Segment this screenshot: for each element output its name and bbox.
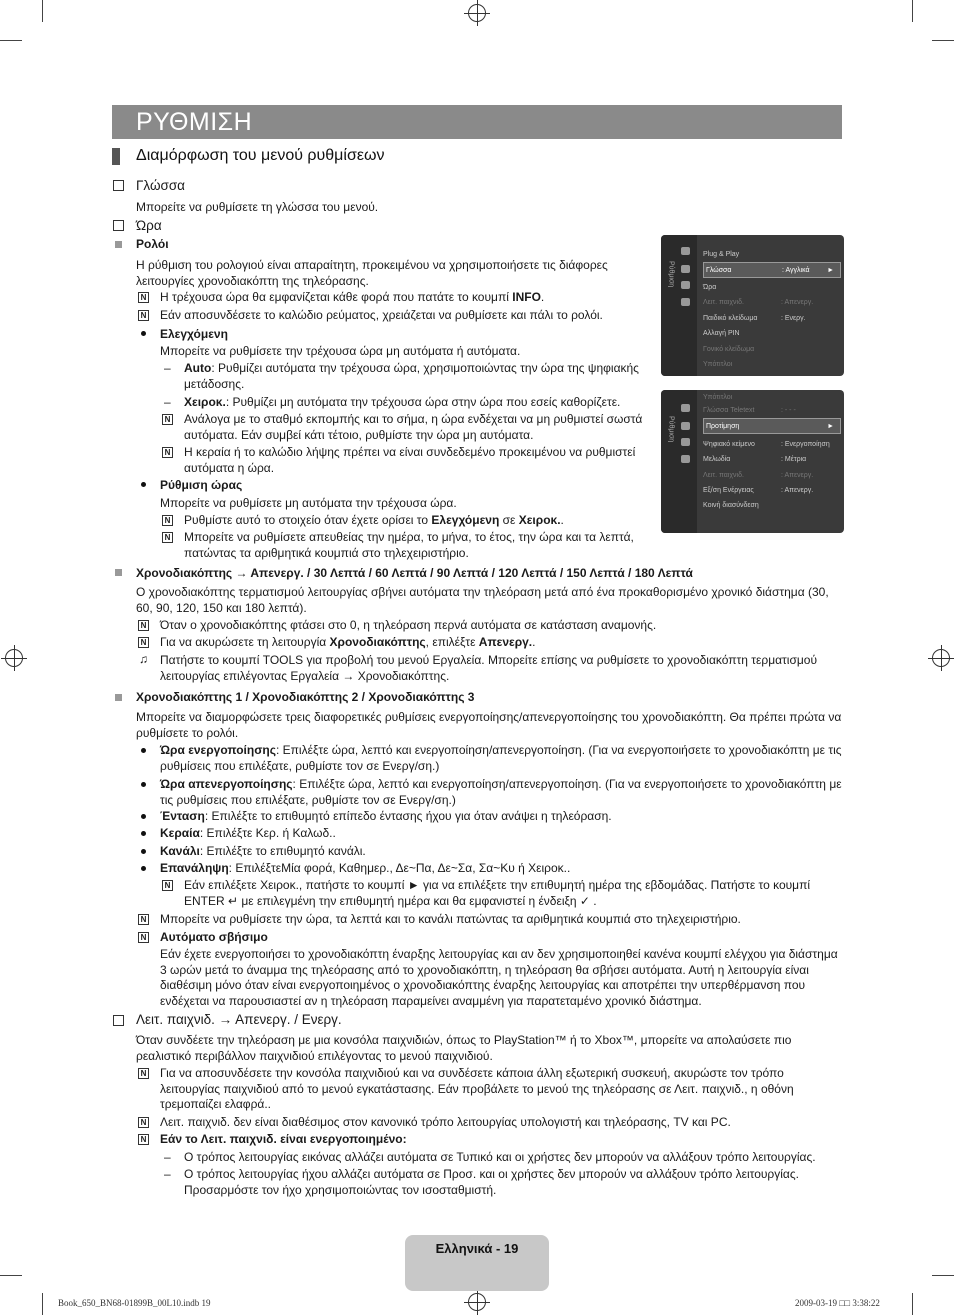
crop-mark	[42, 1293, 43, 1315]
on-time-item: Ώρα ενεργοποίησης: Επιλέξτε ώρα, λεπτό και ενεργοποίηση/απενεργοποίηση. (Για να ενεργοποιήσετε το χρονοδιακόπτη με τις ρυθμίσεις που επιλέξατε, ρυθμίστε τον σε Ενεργ/ση.)	[160, 743, 842, 773]
picture-icon	[681, 404, 690, 412]
channel-item: Κανάλι: Επιλέξτε το επιθυμητό κανάλι.	[160, 844, 366, 858]
crop-mark	[42, 0, 43, 22]
timeset-title: Ρύθμιση ώρας	[160, 478, 243, 492]
game-mode-text: Όταν συνδέετε την τηλεόραση με μια κονσόλα παιχνιδιών, όπως το PlayStation™ ή το Xbox™, μπορείτε να απολαύσετε πιο ρεαλιστικό περιβάλλον παιχνιδιού επιλέγοντας το μενού παιχνιδιού.	[136, 1033, 792, 1063]
timeset-note-2: Μπορείτε να ρυθμίσετε απευθείας την ημέρα, το μήνα, το έτος, την ώρα και τα λεπτά, πατώντας τα αριθμητικά κουμπιά στο τηλεχειριστήριο.	[184, 530, 634, 560]
manual-option: Χειροκ.: Ρυθμίζει μη αυτόματα την τρέχουσα ώρα στην ώρα που εσείς καθορίζετε.	[184, 395, 621, 409]
note-icon: N	[138, 1134, 149, 1145]
note-icon: N	[138, 620, 149, 631]
square-bullet-icon	[115, 241, 122, 248]
setup-icon	[681, 422, 690, 430]
checkbox-bullet-icon	[113, 1015, 124, 1026]
bullet-icon	[141, 849, 146, 854]
game-mode-title: Λειτ. παιχνιδ. → Απενεργ. / Ενεργ.	[136, 1012, 342, 1027]
settings-menu-screenshot-2: Ρύθμιση Υπότιτλοι Γλώσσα Teletext : - - - Προτίμηση ► Ψηφιακό κείμενο : Ενεργοποίηση Μελωδία : Μέτρια Λειτ. παιχνιδ. : Απενεργ. Εξ/ση Ενέργειας : Απενεργ. Κοινή διασύνδεση	[661, 390, 844, 533]
controlled-title: Ελεγχόμενη	[160, 327, 228, 341]
bullet-icon	[141, 748, 146, 753]
print-date: 2009-03-19 □□ 3:38:22	[795, 1298, 880, 1308]
controlled-note-2: Η κεραία ή το καλώδιο λήψης πρέπει να είναι συνδεδεμένο προκειμένου να ρυθμιστεί αυτόματα η ώρα.	[184, 445, 636, 475]
picture-icon	[681, 247, 690, 255]
note-icon: N	[162, 515, 173, 526]
note-icon: N	[138, 292, 149, 303]
note-icon: N	[138, 932, 149, 943]
language-title: Γλώσσα	[136, 178, 185, 193]
game-dash-1: Ο τρόπος λειτουργίας εικόνας αλλάζει αυτόματα σε Τυπικό και οι χρήστες δεν μπορούν να αλλάξουν τρόπο λειτουργίας.	[184, 1150, 816, 1164]
volume-item: Ένταση: Επιλέξτε το επιθυμητό επίπεδο έντασης ήχου για όταν ανάψει η τηλεόραση.	[160, 809, 612, 823]
game-note-3: Εάν το Λειτ. παιχνιδ. είναι ενεργοποιημένο:	[160, 1132, 407, 1146]
registration-mark-icon	[468, 1293, 486, 1311]
application-icon	[681, 298, 690, 306]
bullet-icon	[141, 331, 146, 336]
checkbox-bullet-icon	[113, 220, 124, 231]
square-bullet-icon	[115, 569, 122, 576]
game-note-2: Λειτ. παιχνιδ. δεν είναι διαθέσιμος στον κανονικό τρόπο λειτουργίας υπολογιστή και τηλεόρασης, TV και PC.	[160, 1115, 731, 1129]
bullet-icon	[141, 482, 146, 487]
print-file-info: Book_650_BN68-01899B_00L10.indb 19	[58, 1298, 211, 1308]
timeset-note-1: Ρυθμίστε αυτό το στοιχείο όταν έχετε ορίσει το Ελεγχόμενη σε Χειροκ..	[184, 513, 564, 527]
bullet-icon	[141, 782, 146, 787]
controlled-note-1: Ανάλογα με το σταθμό εκπομπής και το σήμα, η ώρα ενδέχεται να μη ρυθμιστεί σωστά αυτόματα. Εάν συμβεί κάτι τέτοιο, ρυθμίστε την ώρα μη αυτόματα.	[184, 412, 643, 442]
clock-text: Η ρύθμιση του ρολογιού είναι απαραίτητη, προκειμένου να χρησιμοποιήσετε τις διάφορες λειτουργίες χρονοδιακόπτη της τηλεόρασης.	[136, 258, 608, 288]
note-icon: N	[162, 880, 173, 891]
bullet-icon	[141, 866, 146, 871]
note-icon: N	[138, 1068, 149, 1079]
time-title: Ώρα	[136, 218, 162, 233]
timer-note-1: Μπορείτε να ρυθμίσετε την ώρα, τα λεπτά και το κανάλι πατώντας τα αριθμητικά κουμπιά στο τηλεχειριστήριο.	[160, 912, 741, 926]
note-icon: N	[138, 637, 149, 648]
note-icon: N	[162, 532, 173, 543]
input-icon	[681, 281, 690, 289]
bullet-icon	[141, 831, 146, 836]
square-bullet-icon	[115, 694, 122, 701]
page-title-bar	[112, 105, 842, 139]
sleep-note-1: Όταν ο χρονοδιακόπτης φτάσει στο 0, η τηλεόραση περνά αυτόματα σε κατάσταση αναμονής.	[160, 618, 657, 632]
controlled-text: Μπορείτε να ρυθμίσετε την τρέχουσα ώρα μη αυτόματα ή αυτόματα.	[160, 344, 521, 358]
auto-off-text: Εάν έχετε ενεργοποιήσει το χρονοδιακόπτη έναρξης λειτουργίας και αν δεν χρησιμοποιηθεί κανένα κουμπί ελέγχου για διάστημα 3 ωρών μετά το άναμμα της τηλεόρασης από το χρονοδιακόπτη, η τηλεόραση θα σβήσει αυτόματα. Αυτή η λειτουργία είναι διαθέσιμη μόνο όταν είναι ενεργοποιημένος ο χρονοδιακόπτης έναρξης λειτουργίας και αποτρέπει την υπερθέρμανση που ενδέχεται να παρουσιαστεί αν η τηλεόραση παραμείνει αναμμένη για παρατεταμένο χρονικό διάστημα.	[160, 947, 838, 1008]
timer-text: Μπορείτε να διαμορφώσετε τρεις διαφορετικές ρυθμίσεις ενεργοποίησης/απενεργοποίησης του χρονοδιακόπτη. Θα πρέπει πρώτα να ρυθμίσετε το ρολόι.	[136, 710, 842, 740]
game-note-1: Για να αποσυνδέσετε την κονσόλα παιχνιδιού και να συνδέσετε κάποια άλλη εξωτερική συσκευή, ακυρώστε τον τρόπο λειτουργίας παιχνιδιού από το μενού εγκατάστασης. Εάν προβάλετε το μενού της τηλεόρασης σε Λειτ. παιχνιδ., η οθόνη τρεμοπαίζει ελαφρά..	[160, 1066, 794, 1111]
note-icon: N	[138, 1117, 149, 1128]
timer-title: Χρονοδιακόπτης 1 / Χρονοδιακόπτης 2 / Χρονοδιακόπτης 3	[136, 690, 475, 704]
timeset-text: Μπορείτε να ρυθμίσετε μη αυτόματα την τρέχουσα ώρα.	[160, 496, 457, 510]
note-icon: N	[138, 914, 149, 925]
sleep-timer-text: Ο χρονοδιακόπτης τερματισμού λειτουργίας σβήνει αυτόματα την τηλεόραση μετά από ένα προκαθορισμένο χρονικό διάστημα (30, 60, 90, 120, 150 και 180 λεπτά).	[136, 585, 829, 615]
registration-mark-icon	[932, 649, 950, 667]
off-time-item: Ώρα απενεργοποίησης: Επιλέξτε ώρα, λεπτό και ενεργοποίηση/απενεργοποίηση. (Για να ενεργοποιήσετε το χρονοδιακόπτη με τις ρυθμίσεις που επιλέξατε, ρυθμίστε τον σε Ενεργ/ση.)	[160, 777, 842, 807]
crop-mark	[912, 0, 913, 22]
clock-note-1: Η τρέχουσα ώρα θα εμφανίζεται κάθε φορά που πατάτε το κουμπί INFO.	[160, 290, 545, 304]
antenna-item: Κεραία: Επιλέξτε Κερ. ή Καλωδ..	[160, 826, 336, 840]
note-icon: N	[162, 447, 173, 458]
clock-note-2: Εάν αποσυνδέσετε το καλώδιο ρεύματος, χρειάζεται να ρυθμίσετε και πάλι το ρολόι.	[160, 308, 603, 322]
crop-mark	[0, 40, 22, 41]
registration-mark-icon	[5, 649, 23, 667]
application-icon	[681, 455, 690, 463]
crop-mark	[932, 40, 954, 41]
crop-mark	[0, 1275, 22, 1276]
settings-menu-screenshot-1: Ρύθμιση Plug & Play Γλώσσα : Αγγλικά ► Ώρα Λειτ. παιχνιδ. : Απενεργ. Παιδικό κλείδωμα : Ενεργ. Αλλαγή PIN Γονικό κλείδωμα Υπότιτλοι	[661, 235, 844, 376]
clock-title: Ρολόι	[136, 237, 169, 251]
section-heading: Διαμόρφωση του μενού ρυθμίσεων	[112, 147, 384, 165]
sleep-timer-title: Χρονοδιακόπτης → Απενεργ. / 30 Λεπτά / 60 Λεπτά / 90 Λεπτά / 120 Λεπτά / 150 Λεπτά / 180 Λεπτά	[136, 566, 693, 580]
note-icon: N	[162, 414, 173, 425]
repeat-item: Επανάληψη: ΕπιλέξτεΜία φορά, Καθημερ., Δε~Πα, Δε~Σα, Σα~Κυ ή Χειροκ..	[160, 861, 571, 875]
game-dash-2: Ο τρόπος λειτουργίας ήχου αλλάζει αυτόματα σε Προσ. και οι χρήστες δεν μπορούν να αλλάξουν τρόπο λειτουργίας. Προσαρμόστε τον ήχο χρησιμοποιώντας τον ισοσταθμιστή.	[184, 1167, 799, 1197]
crop-mark	[932, 1275, 954, 1276]
note-icon: N	[138, 310, 149, 321]
sleep-tools-note: Πατήστε το κουμπί TOOLS για προβολή του μενού Εργαλεία. Μπορείτε επίσης να ρυθμίσετε το χρονοδιακόπτη τερματισμού λειτουργίας επιλέγοντας Εργαλεία → Χρονοδιακόπτης.	[160, 653, 818, 683]
auto-off-title: Αυτόματο σβήσιμο	[160, 930, 268, 944]
page-number-box	[405, 1235, 549, 1291]
bullet-icon	[141, 814, 146, 819]
language-text: Μπορείτε να ρυθμίσετε τη γλώσσα του μενού.	[136, 200, 379, 214]
sleep-note-2: Για να ακυρώσετε τη λειτουργία Χρονοδιακόπτης, επιλέξτε Απενεργ..	[160, 635, 536, 649]
setup-icon	[681, 265, 690, 273]
registration-mark-icon	[468, 4, 486, 22]
input-icon	[681, 438, 690, 446]
page-number: Ελληνικά - 19	[435, 1241, 519, 1256]
checkbox-bullet-icon	[113, 180, 124, 191]
page-title: ΡΥΘΜΙΣΗ	[136, 108, 253, 136]
crop-mark	[912, 1293, 913, 1315]
auto-option: Auto: Ρυθμίζει αυτόματα την τρέχουσα ώρα, χρησιμοποιώντας την ώρα της ψηφιακής μετάδοσης.	[184, 361, 639, 391]
repeat-note: Εάν επιλέξετε Χειροκ., πατήστε το κουμπί ► για να επιλέξετε την επιθυμητή ημέρα της εβδομάδας. Πατήστε το κουμπί ENTER ↵ με επιλεγμένη την επιθυμητή ημέρα και θα εμφανιστεί η ένδειξη ✓ .	[184, 878, 811, 908]
tools-icon: ♫	[139, 652, 148, 666]
